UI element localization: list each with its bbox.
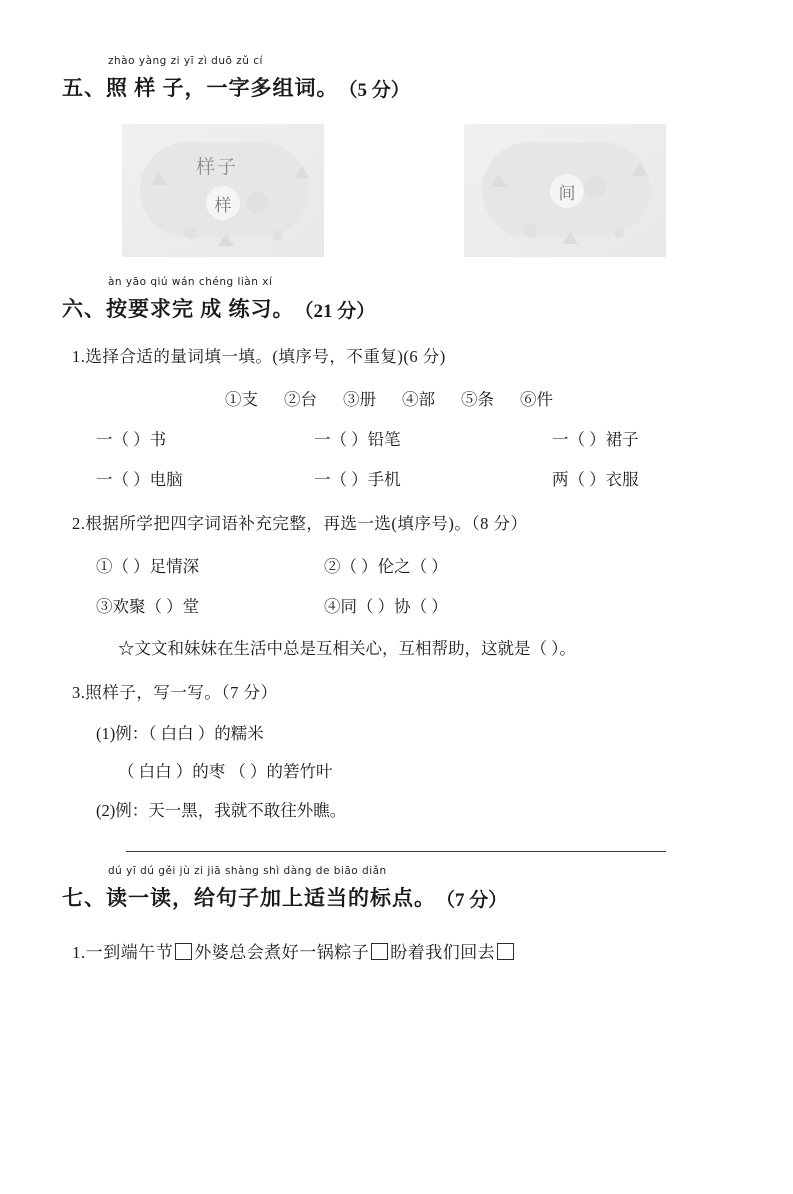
question-label: 2.: [72, 513, 86, 533]
divider-rule: [126, 851, 666, 852]
sentence-part: 一到端午节: [85, 943, 174, 963]
section-number: 七、: [62, 886, 106, 911]
section-number: 六、: [62, 297, 106, 321]
sample-picture-row: [0, 124, 793, 257]
idiom-row: [0, 593, 793, 617]
choice-option: ②台: [284, 389, 317, 409]
choice-option: ①支: [225, 389, 258, 409]
section-pinyin: àn yāo qiú wán chéng liàn xí: [108, 276, 273, 288]
exam-page: [0, 55, 793, 1194]
question-text: 选择合适的量词填一填。(填序号，不重复)(6 分): [85, 347, 446, 366]
section-pinyin: dú yī dú gěi jù zi jiā shàng shì dàng de biāo diǎn: [108, 865, 387, 878]
choice-option: ⑥件: [520, 389, 553, 409]
fill-row: [0, 466, 793, 490]
section-score: （5 分）: [338, 80, 410, 101]
section-score: （7 分）: [436, 890, 508, 912]
section-pinyin: zhào yàng zi yī zì duō zǔ cí: [108, 55, 263, 67]
fill-row: [0, 426, 793, 450]
section-title: 读一读，给句子加上适当的标点。: [106, 886, 436, 911]
question-text: 照样子，写一写。（7 分）: [85, 682, 278, 702]
idiom-blank-item[interactable]: ④同（ ）协（ ）: [324, 596, 448, 616]
punctuation-box[interactable]: [175, 943, 192, 960]
question-7-1: [0, 940, 793, 966]
question-text: 根据所学把四字词语补充完整，再选一选(填序号)。（8 分）: [85, 513, 528, 533]
example-line-2[interactable]: （ 白白 ）的枣 （ ）的箬竹叶: [118, 762, 333, 782]
punctuation-box[interactable]: [497, 943, 514, 960]
idiom-blank-item[interactable]: ②（ ）伦之（ ）: [324, 556, 448, 576]
question-6-1: [0, 345, 793, 370]
measure-word-choices: [0, 386, 793, 410]
sample-picture-1: [122, 124, 324, 257]
section-heading-6: [0, 276, 793, 323]
question-6-3: [0, 681, 793, 706]
picture-word-circle: 样: [206, 186, 240, 220]
picture-word-top: 样子: [196, 157, 239, 178]
section-number: 五、: [62, 76, 106, 100]
fill-blank-item[interactable]: 两（ ）衣服: [552, 469, 639, 489]
section-heading-5: [0, 55, 793, 102]
question-label: 3.: [72, 682, 86, 702]
choice-option: ④部: [402, 389, 435, 409]
section-score: （21 分）: [294, 301, 376, 322]
choice-option: ③册: [343, 389, 376, 409]
section-title: 照 样 子，一字多组词。: [106, 76, 339, 100]
sentence-part: 盼着我们回去: [390, 943, 496, 963]
idiom-blank-item[interactable]: ①（ ）足情深: [96, 556, 200, 576]
section-heading-7: [0, 865, 793, 912]
example-line-3[interactable]: (2)例：天一黑，我就不敢往外瞧。: [96, 801, 347, 821]
sample-picture-2: [464, 124, 666, 257]
idiom-application-sentence[interactable]: ☆文文和妹妹在生活中总是互相关心，互相帮助，这就是（ ）。: [118, 638, 576, 658]
section-title: 按要求完 成 练习。: [106, 297, 295, 321]
fill-blank-item[interactable]: 一（ ）裙子: [552, 429, 639, 449]
fill-blank-item[interactable]: 一（ ）铅笔: [314, 429, 401, 449]
sentence-part: 外婆总会煮好一锅粽子: [194, 943, 370, 963]
question-6-2: [0, 512, 793, 537]
question-label: 1.: [72, 943, 86, 963]
choice-option: ⑤条: [461, 389, 494, 409]
example-line-1[interactable]: (1)例：（ 白白 ）的糯米: [96, 724, 264, 744]
fill-blank-item[interactable]: 一（ ）手机: [314, 469, 401, 489]
idiom-row: [0, 553, 793, 577]
punctuation-box[interactable]: [371, 943, 388, 960]
idiom-blank-item[interactable]: ③欢聚（ ）堂: [96, 596, 200, 616]
question-label: 1.: [72, 347, 86, 366]
picture-word-circle: 间: [550, 174, 584, 208]
fill-blank-item[interactable]: 一（ ）电脑: [96, 469, 183, 489]
fill-blank-item[interactable]: 一（ ）书: [96, 429, 167, 449]
